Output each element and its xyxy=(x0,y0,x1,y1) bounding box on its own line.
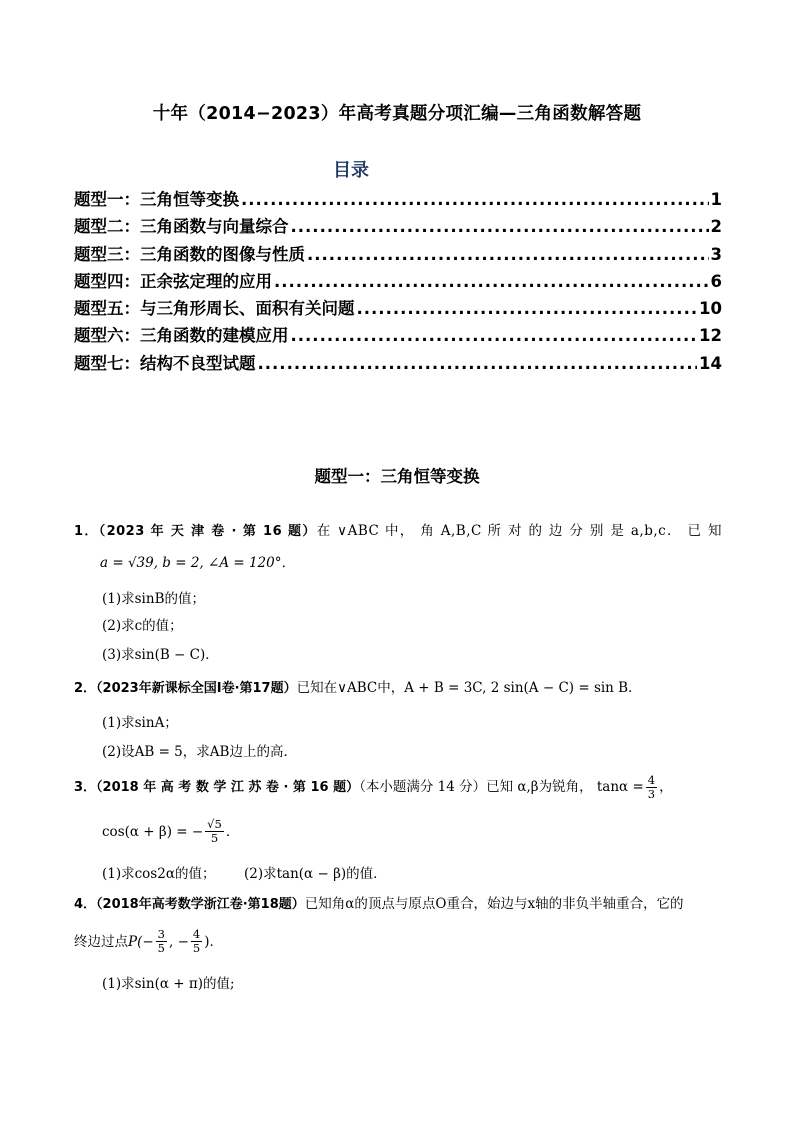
toc-heading xyxy=(0,156,702,182)
question-2-part-2: (2)设AB = 5，求AB边上的高． xyxy=(102,744,297,760)
question-4-part-1: (1)求sin(α + π)的值; xyxy=(102,976,235,992)
question-number: 2． xyxy=(74,681,97,696)
cos-expression: cos(α + β) = − xyxy=(102,823,204,840)
question-1-part-1: (1)求sinB的值； xyxy=(102,591,205,607)
question-3-line-2: cos(α + β) = − $\frac{√5}{5}$ ． xyxy=(102,817,240,845)
question-source: （2023年新课标全国Ⅰ卷·第17题） xyxy=(96,681,297,696)
question-4-line-2 xyxy=(74,928,722,955)
toc-item-label: 题型六：三角函数的建模应用 xyxy=(74,326,289,346)
question-3-line-1: 3．（2018 年 高 考 数 学 江 苏 卷 · 第 16 题）（本小题满分 14 分）已知 α,β为锐角， tanα = $\frac{4}{3}$ ， xyxy=(74,773,673,801)
fraction xyxy=(156,928,167,955)
toc-item-label: 题型七：结构不良型试题 xyxy=(74,353,256,373)
fraction xyxy=(191,928,202,955)
question-stem: 已知角α的顶点与原点O重合，始边与x轴的非负半轴重合，它的 xyxy=(304,896,684,912)
question-stem: （本小题满分 14 分）已知 α,β为锐角， tanα = xyxy=(359,779,644,795)
question-stem: 在 ∨ABC 中， 角 A,B,C 所 对 的 边 分 别 是 a,b,c． 已 知 xyxy=(316,523,723,539)
fraction-denominator: 5 xyxy=(157,941,165,955)
fraction-numerator: √5 xyxy=(207,817,222,831)
fraction-denominator: 5 xyxy=(192,941,201,955)
question-source: （2018 年 高 考 数 学 江 苏 卷 · 第 16 题） xyxy=(96,780,360,795)
toc-item-label: 题型四：正余弦定理的应用 xyxy=(74,271,272,291)
toc-item[interactable] xyxy=(74,268,722,295)
question-number: 1． xyxy=(74,524,99,539)
question-1-part-2: (2)求c的值； xyxy=(102,618,183,634)
toc-item[interactable] xyxy=(74,213,722,240)
toc-leader xyxy=(258,354,698,373)
table-of-contents xyxy=(74,186,722,377)
toc-item-label: 题型三：三角函数的图像与性质 xyxy=(74,244,305,264)
toc-item-page: 3 xyxy=(710,244,722,264)
fraction-denominator: 5 xyxy=(210,831,219,845)
toc-item[interactable] xyxy=(74,241,722,268)
toc-item[interactable] xyxy=(74,350,722,377)
toc-item-label: 题型一：三角恒等变换 xyxy=(74,190,239,209)
toc-leader xyxy=(291,326,698,345)
toc-item-page: 12 xyxy=(699,326,722,346)
toc-item-page: 1 xyxy=(710,190,722,209)
fraction-denominator: 3 xyxy=(647,787,656,801)
toc-leader xyxy=(307,245,709,264)
question-3-part-1: (1)求cos2α的值； xyxy=(102,866,216,882)
toc-item-page: 14 xyxy=(699,353,722,373)
toc-item-page: 2 xyxy=(710,217,722,237)
toc-item-page: 6 xyxy=(710,271,722,291)
document-title: 十年（2014−2023）年高考真题分项汇编—三角函数解答题 xyxy=(152,104,642,124)
point-close: )． xyxy=(204,933,224,950)
toc-leader xyxy=(241,190,709,209)
question-1-line-1 xyxy=(74,521,722,542)
question-source: （2018年高考数学浙江卷·第18题） xyxy=(96,897,305,912)
question-4-line-1 xyxy=(74,894,722,915)
question-2-line-1 xyxy=(74,678,722,699)
point-separator: , − xyxy=(169,933,189,950)
question-1-condition: a = √39, b = 2, ∠A = 120°． xyxy=(100,555,295,571)
toc-item[interactable] xyxy=(74,295,722,322)
toc-item-label: 题型五：与三角形周长、面积有关问题 xyxy=(74,299,355,319)
fraction xyxy=(646,774,657,801)
question-stem-continued: 终边过点 xyxy=(74,933,128,950)
section-title: 题型一：三角恒等变换 xyxy=(314,467,480,486)
question-number: 4． xyxy=(74,897,97,912)
toc-item[interactable] xyxy=(74,322,722,349)
toc-leader xyxy=(357,299,698,318)
toc-leader xyxy=(274,272,709,291)
question-number: 3． xyxy=(74,780,97,795)
fraction-numerator: 4 xyxy=(192,927,201,941)
toc-item[interactable] xyxy=(74,186,722,213)
question-1-part-3: (3)求sin(B − C)． xyxy=(102,647,219,663)
question-3-part-2: (2)求tan(α − β)的值． xyxy=(244,866,387,882)
fraction-numerator: 3 xyxy=(157,927,165,941)
fraction xyxy=(205,818,224,845)
question-2-part-1: (1)求sinA； xyxy=(102,715,178,731)
toc-item-page: 10 xyxy=(699,299,722,319)
fraction-numerator: 4 xyxy=(647,773,656,787)
question-source: （2023 年 天 津 卷 · 第 16 题） xyxy=(98,524,317,539)
toc-leader xyxy=(291,217,709,236)
toc-heading-text: 目录 xyxy=(333,160,369,181)
point-expression: P(− xyxy=(128,933,154,950)
toc-item-label: 题型二：三角函数与向量综合 xyxy=(74,217,289,237)
question-stem: 已知在∨ABC中，A + B = 3C, 2 sin(A − C) = sin B． xyxy=(296,680,642,696)
